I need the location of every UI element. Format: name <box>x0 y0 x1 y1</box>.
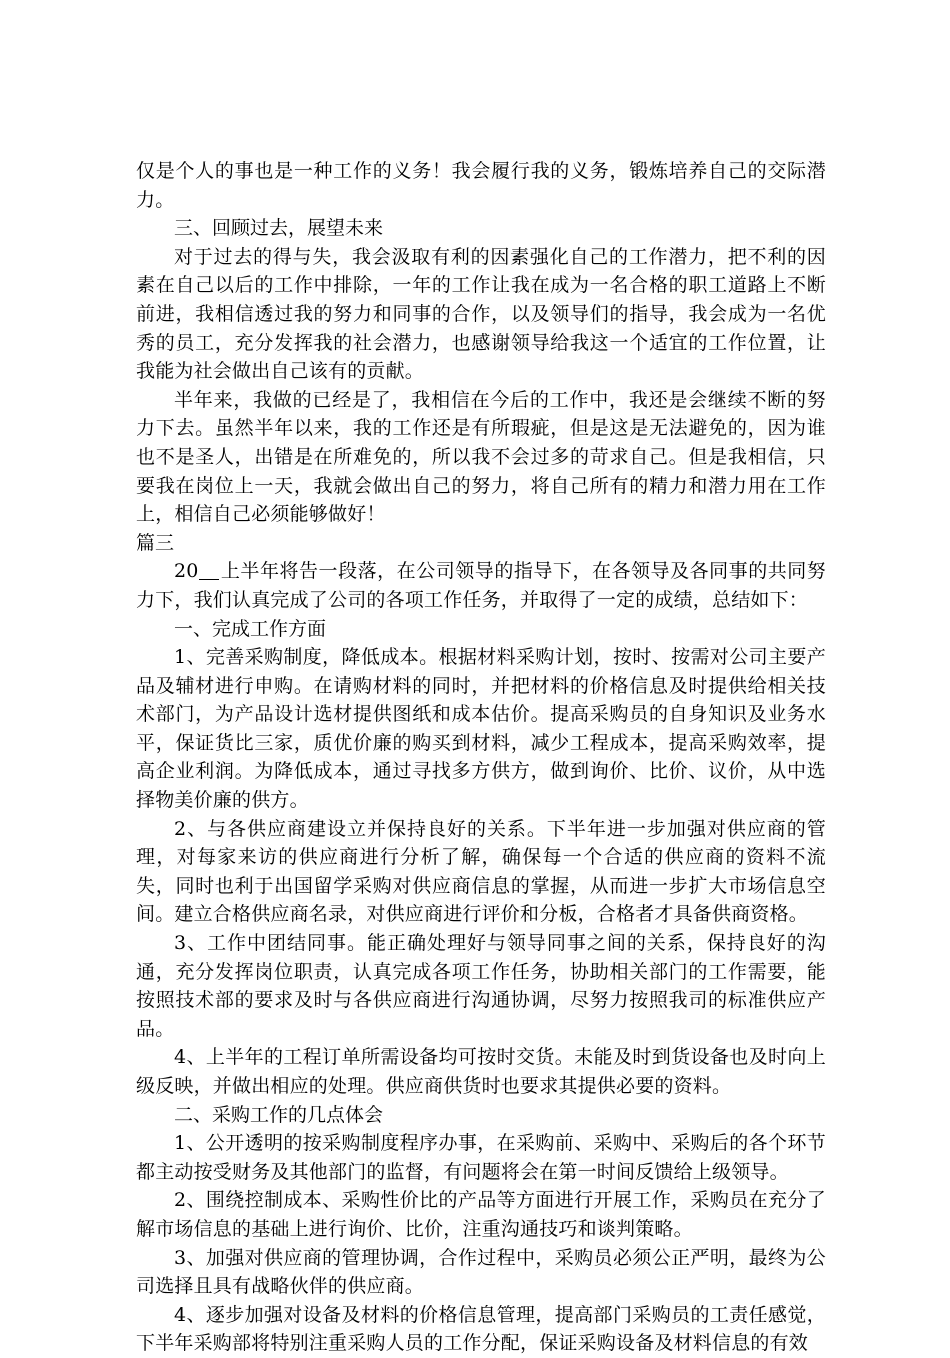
paragraph-item-4: 4、上半年的工程订单所需设备均可按时交货。未能及时到货设备也及时向上级反映，并做出相应的处理。供应商供货时也要求其提供必要的资料。 <box>136 1046 826 1097</box>
year-blank <box>199 561 219 580</box>
heading-procurement-insights: 二、采购工作的几点体会 <box>174 1103 384 1126</box>
paragraph-intro <box>136 557 826 614</box>
paragraph-insight-4: 4、逐步加强对设备及材料的价格信息管理，提高部门采购员的工责任感觉，下半年采购部将特别注重采购人员的工作分配，保证采购设备及材料信息的有效 <box>136 1303 826 1355</box>
paragraph-gains-losses: 对于过去的得与失，我会汲取有利的因素强化自己的工作潜力，把不利的因素在自己以后的工作中排除，一年的工作让我在成为一名合格的职工道路上不断前进，我相信透过我的努力和同事的合作，以及领导们的指导，我会成为一名优秀的员工，充分发挥我的社会潜力，也感谢领导给我这一个适宜的工作位置，让我能为社会做出自己该有的贡献。 <box>136 245 826 383</box>
heading-review-outlook: 三、回顾过去，展望未来 <box>174 217 384 240</box>
year-prefix: 20 <box>174 560 199 583</box>
paragraph-insight-2: 2、围绕控制成本、采购性价比的产品等方面进行开展工作，采购员在充分了解市场信息的基础上进行询价、比价，注重沟通技巧和谈判策略。 <box>136 1189 826 1240</box>
paragraph-insight-3: 3、加强对供应商的管理协调，合作过程中，采购员必须公正严明，最终为公司选择且具有战略伙伴的供应商。 <box>136 1246 826 1298</box>
paragraph-continued: 仅是个人的事也是一种工作的义务！我会履行我的义务，锻炼培养自己的交际潜力。 <box>136 160 826 211</box>
paragraph-item-1: 1、完善采购制度，降低成本。根据材料采购计划，按时、按需对公司主要产品及辅材进行申购。在请购材料的同时，并把材料的价格信息及时提供给相关技术部门，为产品设计选材提供图纸和成本估价。提高采购员的自身知识及业务水平，保证货比三家，质优价廉的购买到材料，减少工程成本，提高采购效率，提高企业利润。为降低成本，通过寻找多方供方，做到询价、比价、议价，从中选择物美价廉的供方。 <box>136 646 826 812</box>
heading-work-completion: 一、完成工作方面 <box>174 617 327 640</box>
paragraph-item-3: 3、工作中团结同事。能正确处理好与领导同事之间的关系，保持良好的沟通，充分发挥岗位职责，认真完成各项工作任务，协助相关部门的工作需要，能按照技术部的要求及时与各供应商进行沟通协调，尽努力按照我司的标准供应产品。 <box>136 932 826 1040</box>
paragraph-half-year: 半年来，我做的已经是了，我相信在今后的工作中，我还是会继续不断的努力下去。虽然半年以来，我的工作还是有所瑕疵，但是这是无法避免的，因为谁也不是圣人，出错是在所难免的，所以我不会过多的苛求自己。但是我相信，只要我在岗位上一天，我就会做出自己的努力，将自己所有的精力和潜力用在工作上，相信自己必须能够做好！ <box>136 388 826 526</box>
intro-text: 上半年将告一段落，在公司领导的指导下，在各领导及各同事的共同努力下，我们认真完成了公司的各项工作任务，并取得了一定的成绩，总结如下： <box>136 560 826 611</box>
paragraph-item-2: 2、与各供应商建设立并保持良好的关系。下半年进一步加强对供应商的管理，对每家来访的供应商进行分析了解，确保每一个合适的供应商的资料不流失，同时也利于出国留学采购对供应商信息的掌握，从而进一步扩大市场信息空间。建立合格供应商名录，对供应商进行评价和分板，合格者才具备供商资格。 <box>136 817 826 926</box>
document-body <box>136 157 826 1358</box>
section-title: 篇三 <box>136 531 175 554</box>
paragraph-insight-1: 1、公开透明的按采购制度程序办事，在采购前、采购中、采购后的各个环节都主动按受财务及其他部门的监督，有问题将会在第一时间反馈给上级领导。 <box>136 1132 826 1183</box>
